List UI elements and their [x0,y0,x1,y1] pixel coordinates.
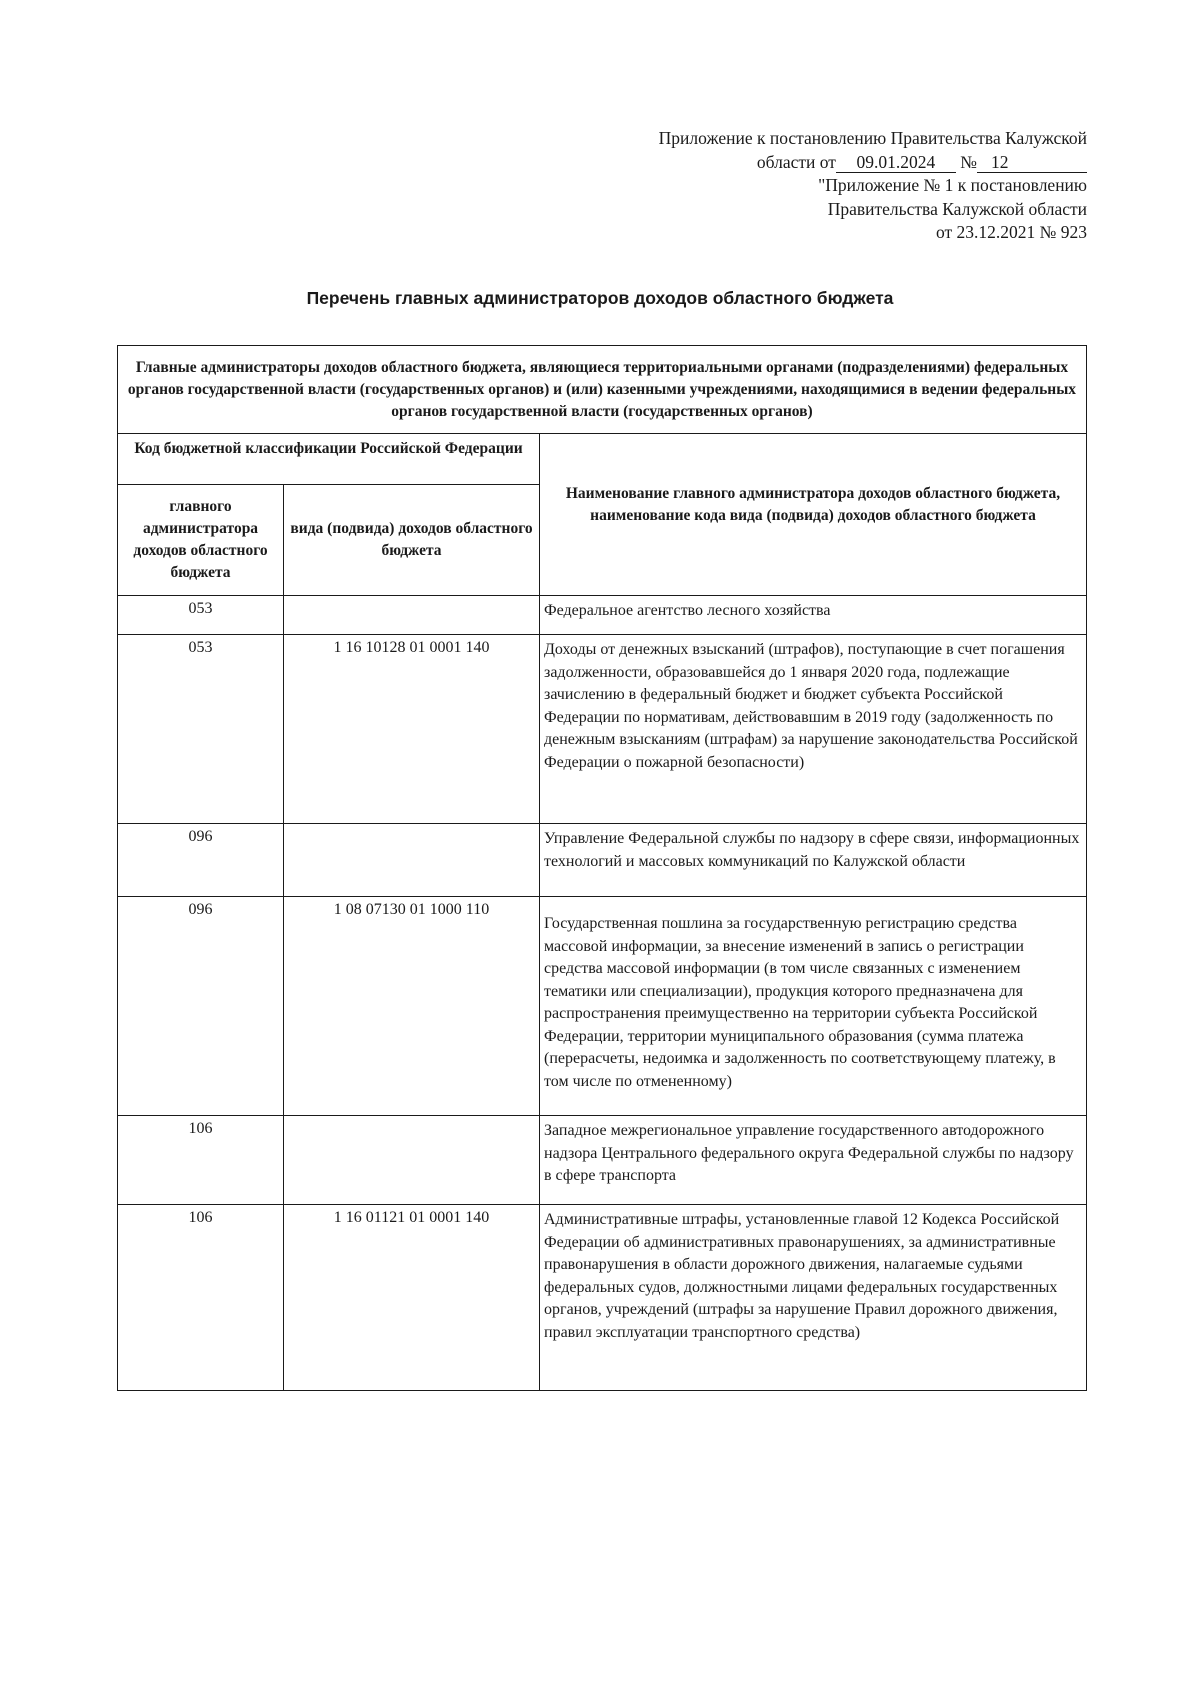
column-header-code: вида (подвида) доходов областного бюджета [284,485,540,596]
name-cell: Доходы от денежных взысканий (штрафов), поступающие в счет погашения задолженности, образовавшейся до 1 января 2020 года, подлежащие зачислению в федеральный бюджет и бюджет субъекта Российской Федерации по нормативам, действовавшим в 2019 году (задолженность по денежным взысканиям (штрафам) за нарушение законодательства Российской Федерации о пожарной безопасности) [540,635,1087,824]
admin-code-cell: 096 [118,824,284,897]
section-heading-row [118,346,1087,434]
column-header-name: Наименование главного администратора доходов областного бюджета, наименование кода вида (подвида) доходов областного бюджета [540,434,1087,596]
table-row [118,824,1087,897]
admin-code-cell: 053 [118,635,284,824]
income-code-cell: 1 16 01121 01 0001 140 [284,1205,540,1391]
column-header-admin: главного администратора доходов областного бюджета [118,485,284,596]
appendix-line-3: "Приложение № 1 к постановлению [818,175,1087,195]
number-sign: № [960,151,977,172]
document-title: Перечень главных администраторов доходов областного бюджета [306,288,894,308]
appendix-line-4: Правительства Калужской области [827,198,1087,219]
table-row [118,596,1087,635]
administrators-table [117,345,1087,1391]
appendix-number: 12 [977,152,1087,173]
admin-code-cell: 053 [118,596,284,635]
name-cell: Федеральное агентство лесного хозяйства [540,596,1087,635]
table-header-row [118,434,1087,485]
table-row [118,1205,1087,1391]
appendix-header [567,127,1087,245]
appendix-line-2 [567,151,1087,175]
appendix-line-1: Приложение к постановлению Правительства Калужской [658,128,1087,148]
income-code-cell [284,824,540,897]
name-cell: Управление Федеральной службы по надзору в сфере связи, информационных технологий и массовых коммуникаций по Калужской области [540,824,1087,897]
kbk-heading: Код бюджетной классификации Российской Федерации [118,434,540,485]
table-row [118,635,1087,824]
appendix-line-5: от 23.12.2021 № 923 [936,222,1087,242]
name-cell: Административные штрафы, установленные главой 12 Кодекса Российской Федерации об административных правонарушениях, за административные правонарушения в области дорожного движения, налагаемые судьями федеральных судов, должностными лицами федеральных государственных органов, учреждений (штрафы за нарушение Правил дорожного движения, правил эксплуатации транспортного средства) [540,1205,1087,1391]
admin-code-cell: 096 [118,897,284,1116]
name-cell: Государственная пошлина за государственную регистрацию средства массовой информации, за внесение изменений в запись о регистрации средства массовой информации (в том числе связанных с изменением тематики или специализации), продукция которого предназначена для распространения преимущественно на территории субъекта Российской Федерации, территории муниципального образования (сумма платежа (перерасчеты, недоимка и задолженность по соответствующему платежу, в том числе по отмененному) [540,897,1087,1116]
appendix-date: 09.01.2024 [836,152,956,173]
table-row [118,897,1087,1116]
admin-code-cell: 106 [118,1116,284,1205]
name-cell: Западное межрегиональное управление государственного автодорожного надзора Центрального федерального округа Федеральной службы по надзору в сфере транспорта [540,1116,1087,1205]
table-row [118,1116,1087,1205]
income-code-cell: 1 08 07130 01 1000 110 [284,897,540,1116]
appendix-prefix: области от [756,151,836,172]
income-code-cell [284,596,540,635]
section-heading: Главные администраторы доходов областного бюджета, являющиеся территориальными органами (подразделениями) федеральных органов государственной власти (государственных органов) и (или) казенными учреждениями, находящимися в ведении федеральных органов государственной власти (государственных органов) [118,346,1087,434]
income-code-cell [284,1116,540,1205]
income-code-cell: 1 16 10128 01 0001 140 [284,635,540,824]
admin-code-cell: 106 [118,1205,284,1391]
